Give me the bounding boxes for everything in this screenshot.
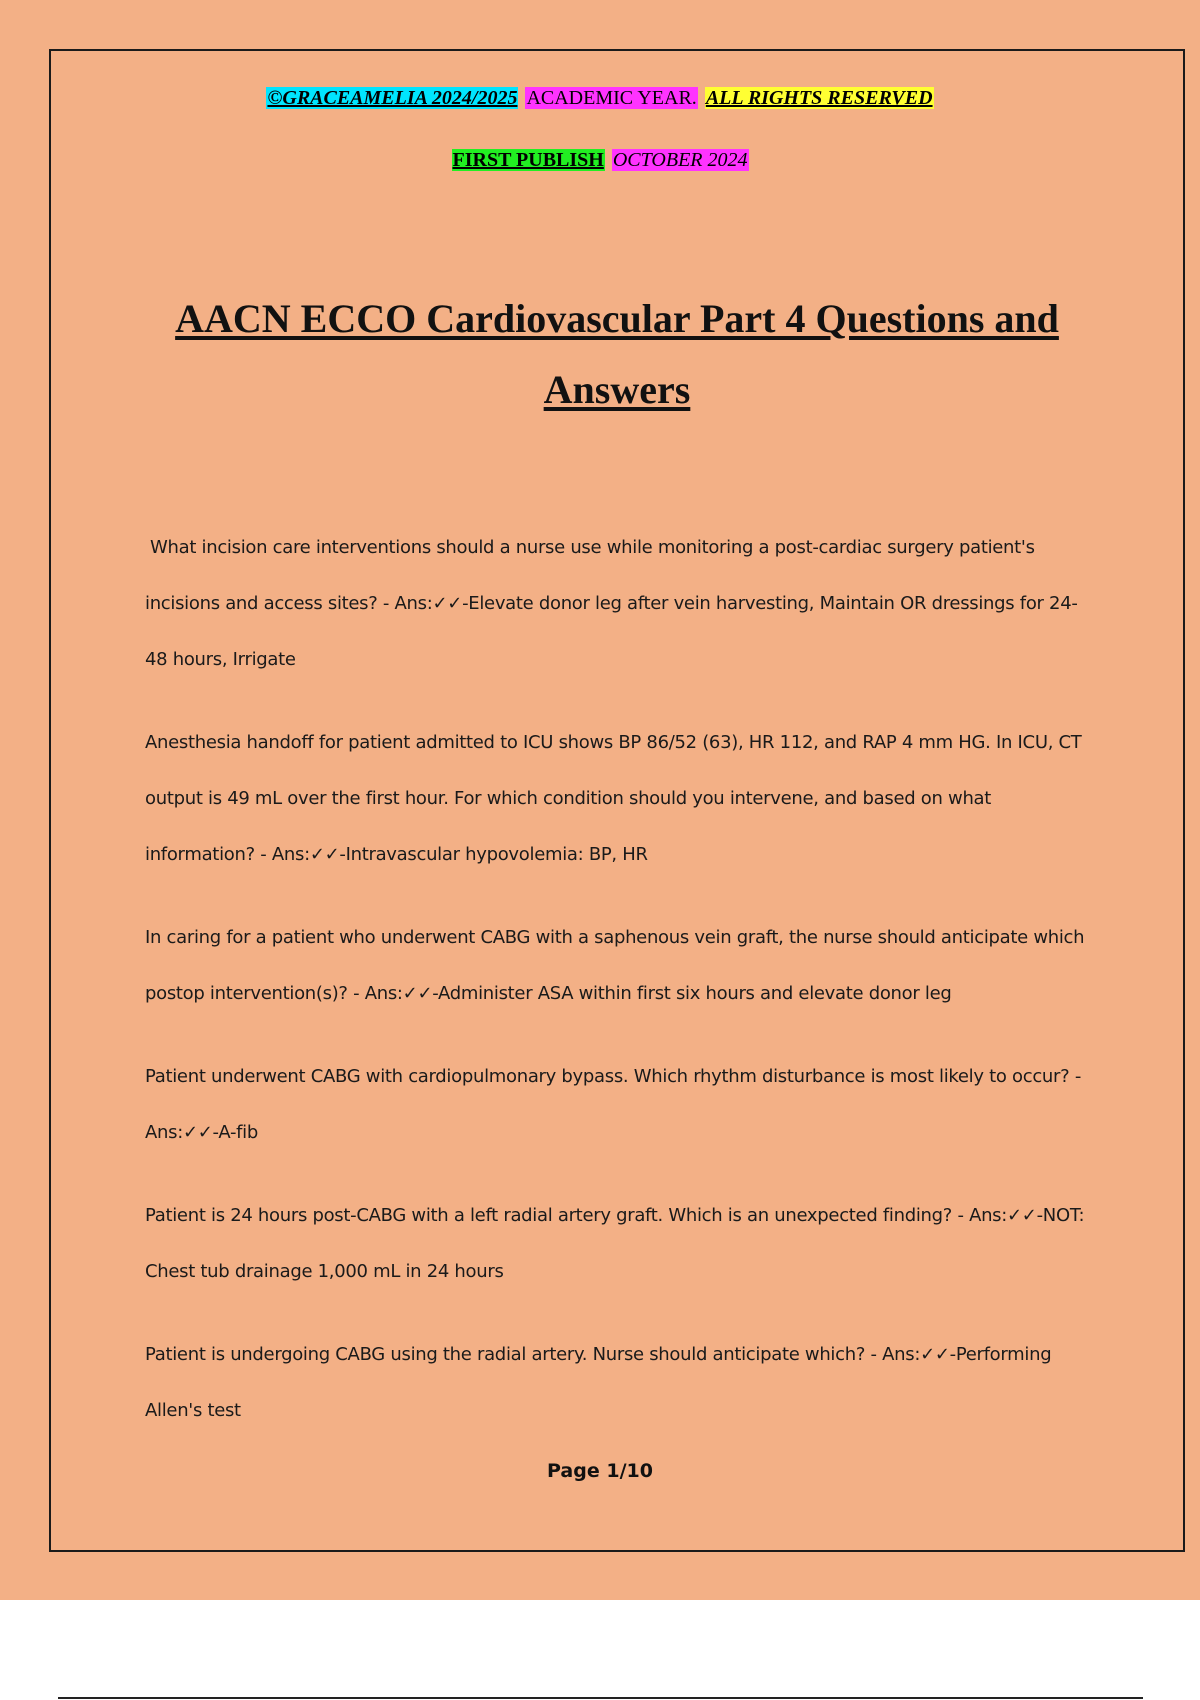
copyright-text: ©GRACEAMELIA 2024/2025 <box>267 87 518 109</box>
publish-date-text: OCTOBER 2024 <box>612 149 748 171</box>
qa-item: Patient is undergoing CABG using the radial artery. Nurse should anticipate which? - Ans:✓✓-Performing Allen's test <box>145 1344 1052 1421</box>
first-publish-text: FIRST PUBLISH <box>452 149 604 171</box>
copyright-line <box>0 86 1200 110</box>
rights-text: ALL RIGHTS RESERVED <box>705 87 933 109</box>
publish-line <box>0 148 1200 172</box>
qa-item: What incision care interventions should a nurse use while monitoring a post-cardiac surgery patient's incisions and access sites? - Ans:✓✓-Elevate donor leg after vein harvesting, Maintain OR dressings for 24-48 hours, Irrigate <box>145 537 1078 670</box>
qa-item: Patient is 24 hours post-CABG with a left radial artery graft. Which is an unexpected finding? - Ans:✓✓-NOT: Chest tub drainage 1,000 mL in 24 hours <box>145 1205 1085 1282</box>
qa-item: Patient underwent CABG with cardiopulmonary bypass. Which rhythm disturbance is most likely to occur? - Ans:✓✓-A-fib <box>145 1066 1082 1143</box>
qa-item: In caring for a patient who underwent CABG with a saphenous vein graft, the nurse should anticipate which postop intervention(s)? - Ans:✓✓-Administer ASA within first six hours and elevate donor leg <box>145 927 1085 1004</box>
document-title: AACN ECCO Cardiovascular Part 4 Questions and Answers <box>175 296 1059 412</box>
page-number: Page 1/10 <box>547 1460 653 1482</box>
next-page-rule <box>58 1697 1143 1699</box>
qa-item: Anesthesia handoff for patient admitted to ICU shows BP 86/52 (63), HR 112, and RAP 4 mm HG. In ICU, CT output is 49 mL over the first hour. For which condition should you intervene, and based on what information? - Ans:✓✓-Intravascular hypovolemia: BP, HR <box>145 732 1082 865</box>
qa-list <box>145 520 1095 1466</box>
academic-year-text: ACADEMIC YEAR. <box>526 87 697 109</box>
